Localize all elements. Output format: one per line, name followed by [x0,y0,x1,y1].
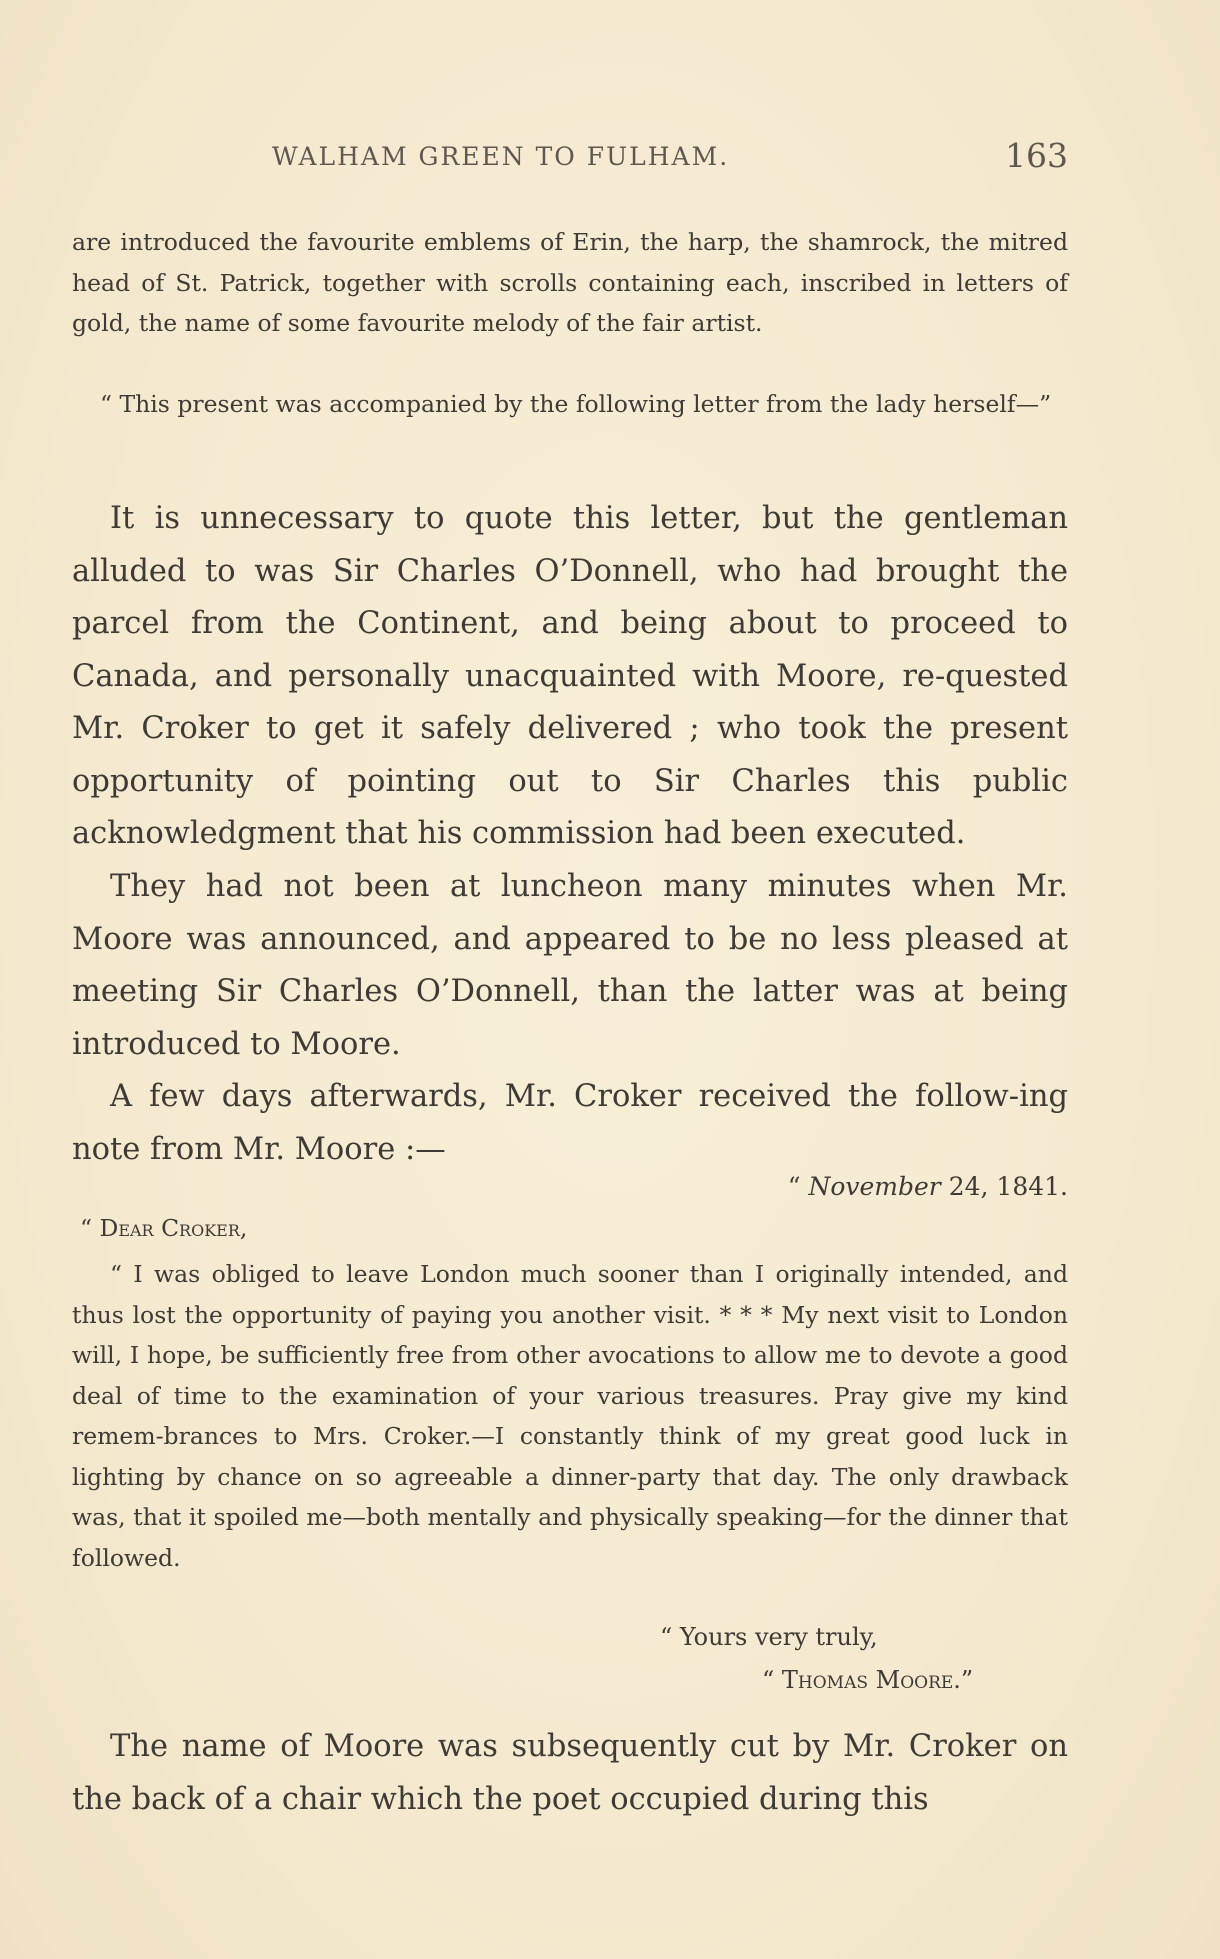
body-paragraph-2: They had not been at luncheon many minutes when Mr. Moore was announced, and appeared to be no less pleased at meeting Sir Charles O’Donnell, than the latter was at being introduced to Moore. [72,869,1068,1062]
page-number: 163 [1005,136,1068,175]
running-title: WALHAM GREEN TO FULHAM. [272,142,730,171]
letter-date-open: “ [787,1172,809,1201]
letter-date-rest: 24, 1841. [940,1172,1068,1201]
letter-date-month: November [808,1172,941,1201]
running-head [72,136,1068,180]
letter-date [788,1172,1068,1201]
quoted-paragraph-1: are introduced the favourite emblems of Erin, the harp, the shamrock, the mitred head of St. Patrick, together with scrolls containing each, inscribed in letters of gold, the name of some favourite melody of the fair artist. [72,228,1068,337]
letter-closing: “ Yours very truly, [660,1623,878,1651]
letter-salutation: “ Dear Croker, [80,1214,248,1242]
body-paragraph-1: It is unnecessary to quote this letter, but the gentleman alluded to was Sir Charles O’Donnell, who had brought the parcel from the Continent, and being about to proceed to Canada, and personally unacquainted with Moore, re-quested Mr. Croker to get it safely delivered ; who took the present opportunity of pointing out to Sir Charles this public acknowledgment that his commission had been executed. [72,501,1068,851]
quoted-paragraph-2: “ This present was accompanied by the following letter from the lady herself—” [100,390,1052,418]
letter-signature: “ Thomas Moore.” [762,1666,974,1694]
body-paragraph-3: A few days afterwards, Mr. Croker received the follow-ing note from Mr. Moore :— [72,1079,1068,1167]
body-paragraph-4: The name of Moore was subsequently cut by Mr. Croker on the back of a chair which the poet occupied during this [72,1729,1068,1817]
letter-body: “ I was obliged to leave London much sooner than I originally intended, and thus lost the opportunity of paying you another visit. * * * My next visit to London will, I hope, be sufficiently free from other avocations to allow me to devote a good deal of time to the examination of your various treasures. Pray give my kind remem-brances to Mrs. Croker.—I constantly think of my great good luck in lighting by chance on so agreeable a dinner-party that day. The only drawback was, that it spoiled me—both mentally and physically speaking—for the dinner that followed. [72,1260,1068,1572]
